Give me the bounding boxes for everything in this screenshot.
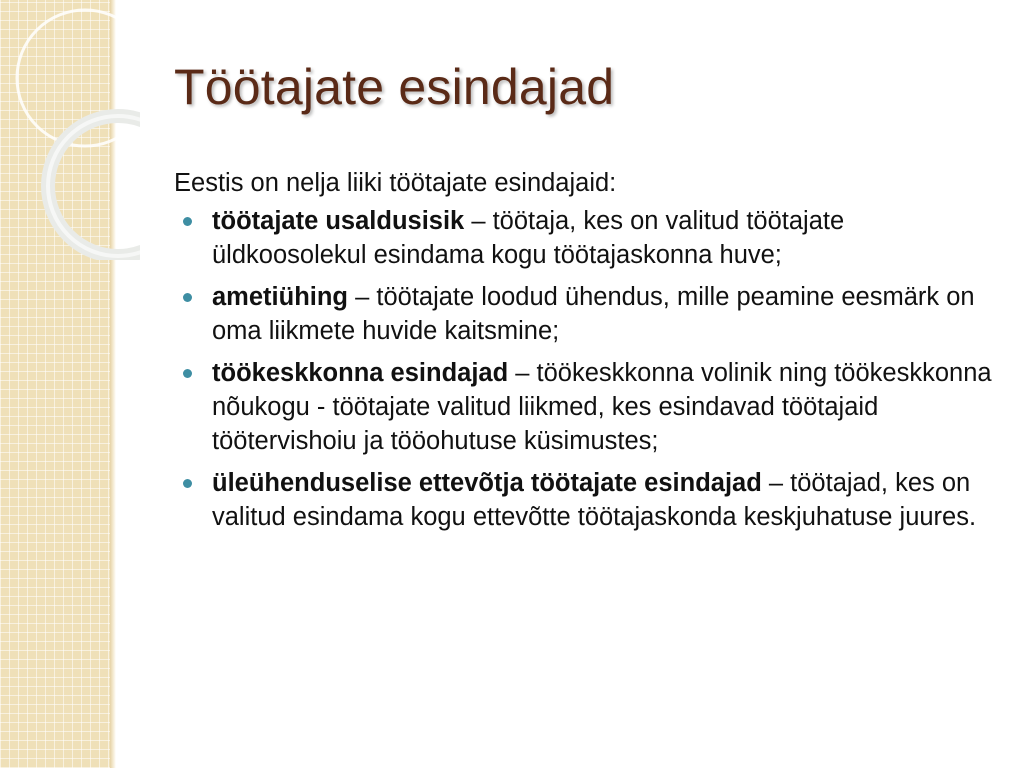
bullet-item: [174, 280, 1004, 348]
lower-ring: [48, 116, 140, 256]
bullet-term: ametiühing: [212, 283, 349, 311]
bullet-item: [174, 204, 1004, 272]
bullet-text: – töökeskkonna volinik ning töökeskkonna nõukogu - töötajate valitud liikmed, kes esindavad töötajaid töötervishoiu ja tööohutuse küsimustes;: [212, 359, 992, 455]
bullet-term: üleühenduselise ettevõtja töötajate esindajad: [212, 469, 762, 497]
bullet-item: [174, 466, 1004, 534]
bullet-term: töökeskkonna esindajad: [212, 359, 509, 387]
bullet-text: – töötajate loodud ühendus, mille peamine eesmärk on oma liikmete huvide kaitsmine;: [212, 283, 975, 345]
bullet-dot-icon: [183, 217, 192, 226]
bullet-list: [174, 204, 1004, 534]
slide-body: [174, 166, 1004, 542]
bullet-dot-icon: [183, 479, 192, 488]
bullet-text: – töötaja, kes on valitud töötajate üldkoosolekul esindama kogu töötajaskonna huve;: [212, 207, 845, 269]
bullet-text: – töötajad, kes on valitud esindama kogu ettevõtte töötajaskonda keskjuhatuse juures.: [212, 469, 977, 531]
bullet-term: töötajate usaldusisik: [212, 207, 465, 235]
intro-text: Eestis on nelja liiki töötajate esindajaid:: [174, 169, 617, 197]
bullet-item: [174, 356, 1004, 458]
decorative-rings: [0, 0, 140, 260]
slide-title: Töötajate esindajad: [174, 59, 615, 115]
bullet-dot-icon: [183, 369, 192, 378]
bullet-dot-icon: [183, 293, 192, 302]
